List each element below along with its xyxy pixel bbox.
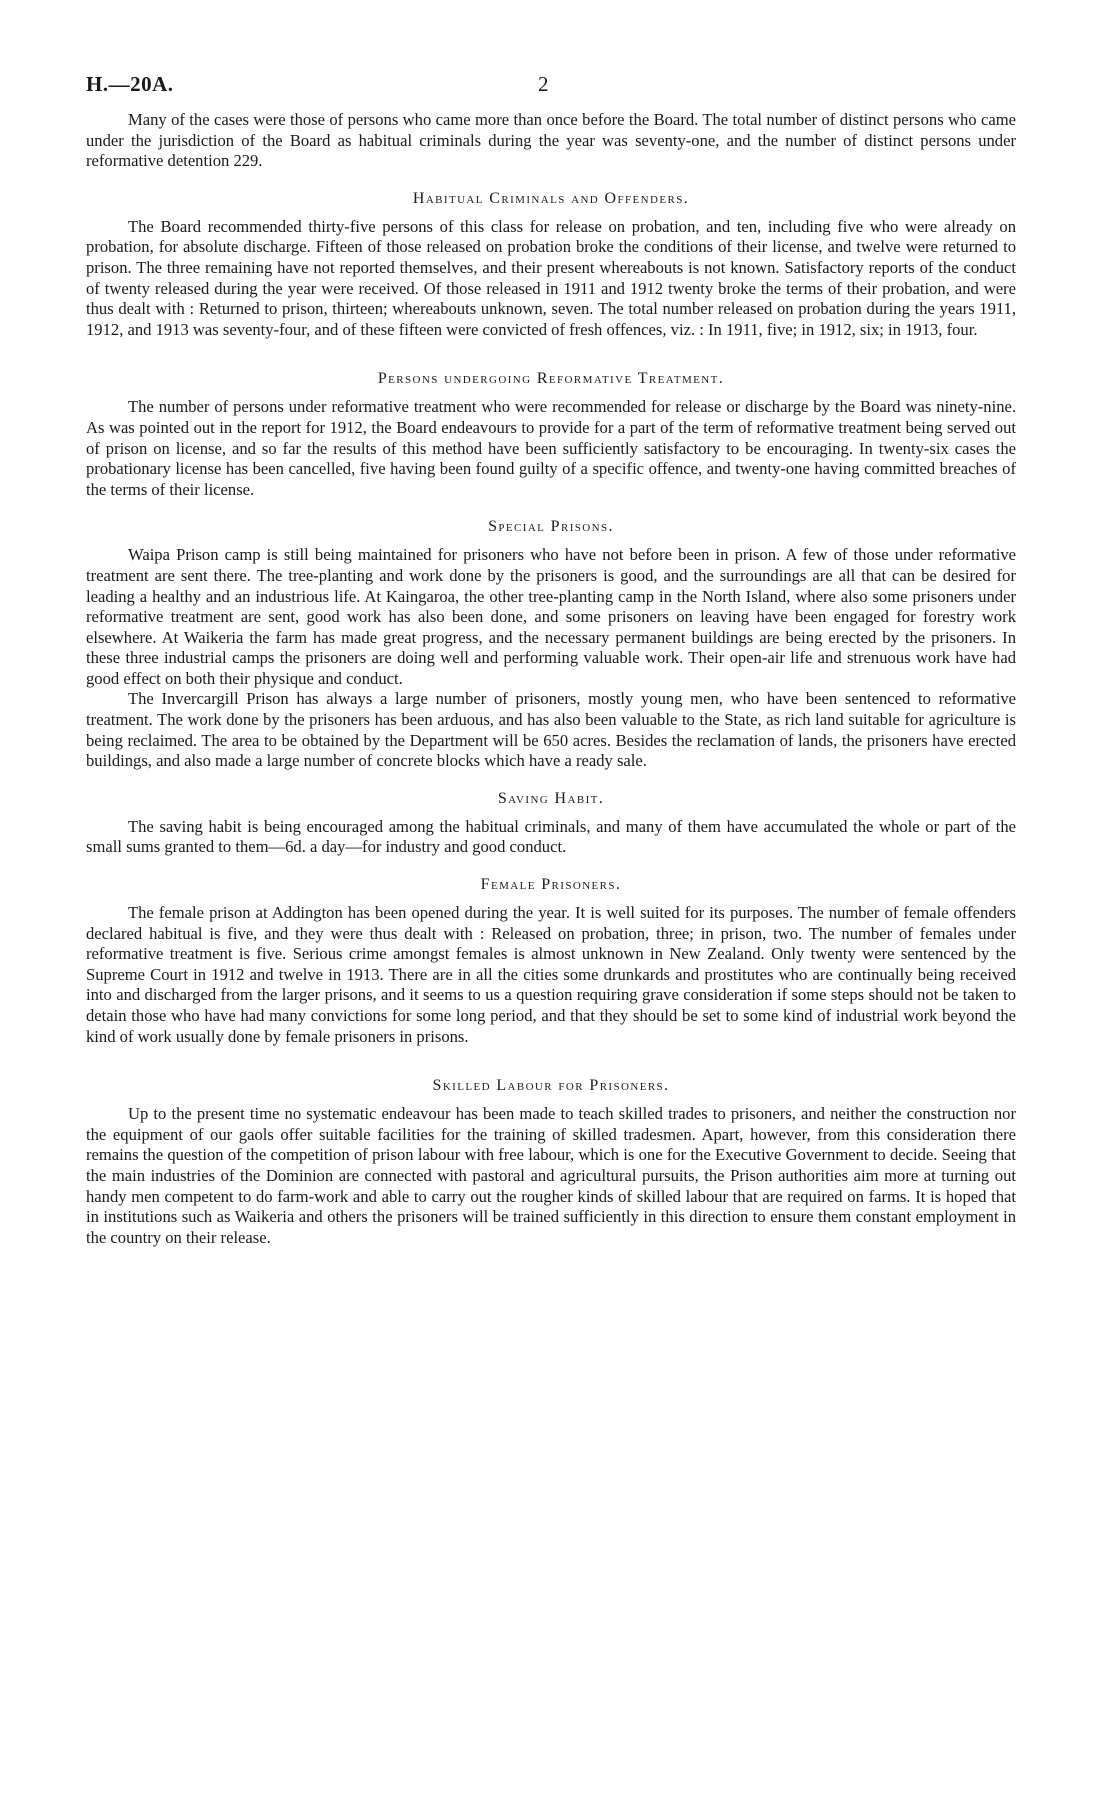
section-special-prisons xyxy=(86,518,1016,772)
section-continuation xyxy=(86,110,1016,172)
section-heading: Skilled Labour for Prisoners. xyxy=(432,1077,670,1095)
section-skilled-labour xyxy=(86,1077,1016,1248)
section-heading: Habitual Criminals and Offenders. xyxy=(412,189,690,207)
document-reference: H.—20A. xyxy=(86,72,174,96)
paragraph: Waipa Prison camp is still being maintained for prisoners who have not before been in prison. A few of those under reformative treatment are sent there. The tree-planting and work done by the prisoners is good, and the surroundings are all that can be desired for leading a healthy and an industrious life. At Kaingaroa, the other tree-planting camp in the North Island, where also some prisoners under reformative treatment are sent, good work has also been done, and some prisoners on leaving have been engaged for forestry work elsewhere. At Waikeria the farm has made great progress, and the necessary permanent buildings are being erected by the prisoners. In these three industrial camps the prisoners are doing well and performing valuable work. Their open-air life and strenuous work have had good effect on both their physique and conduct. xyxy=(86,545,1016,688)
paragraph: The female prison at Addington has been opened during the year. It is well suited for its purposes. The number of female offenders declared habitual is five, and they were thus dealt with : Released on probation, three; in prison, two. The number of females under reformative treatment is five. Serious crime amongst females is almost unknown in New Zealand. Only twenty were sentenced by the Supreme Court in 1912 and twelve in 1913. There are in all the cities some drunkards and prostitutes who are continually being received into and discharged from the larger prisons, and it seems to us a question requiring grave consideration if some steps should not be taken to detain those who have had many convictions for some long period, and that they should be set to some kind of industrial work beyond the kind of work usually done by female prisoners in prisons. xyxy=(86,903,1016,1046)
running-header xyxy=(86,70,1016,110)
section-female-prisoners xyxy=(86,876,1016,1047)
paragraph: The Board recommended thirty-five persons of this class for release on probation, and ten, including five who were already on probation, for absolute discharge. Fifteen of those released on probation broke the conditions of their license, and twelve were returned to prison. The three remaining have not reported themselves, and their present whereabouts is not known. Satisfactory reports of the conduct of twenty released during the year were received. Of those released in 1911 and 1912 twenty broke the terms of their probation, and were thus dealt with : Returned to prison, thirteen; whereabouts unknown, seven. The total number released on probation during the years 1911, 1912, and 1913 was seventy-four, and of these fifteen were convicted of fresh offences, viz. : In 1911, five; in 1912, six; in 1913, four. xyxy=(86,216,1016,339)
paragraph: Up to the present time no systematic endeavour has been made to teach skilled trades to prisoners, and neither the construction nor the equipment of our gaols offer suitable facilities for the training of skilled tradesmen. Apart, however, from this consideration there remains the question of the competition of prison labour with free labour, which is one for the Executive Government to decide. Seeing that the main industries of the Dominion are connected with pastoral and agricultural pursuits, the Prison authorities aim more at turning out handy men competent to do farm-work and able to carry out the rougher kinds of skilled labour that are required on farms. It is hoped that in institutions such as Waikeria and others the prisoners will be trained sufficiently in this direction to ensure them constant employment in the country on their release. xyxy=(86,1104,1016,1247)
document-page xyxy=(86,70,1016,1248)
paragraph: Many of the cases were those of persons who came more than once before the Board. The total number of distinct persons who came under the jurisdiction of the Board as habitual criminals during the year was seventy-one, and the number of distinct persons under reformative detention 229. xyxy=(86,110,1016,171)
section-heading: Special Prisons. xyxy=(488,518,614,536)
section-habitual-criminals xyxy=(86,190,1016,341)
section-reformative-treatment xyxy=(86,370,1016,500)
page-number: 2 xyxy=(538,72,549,96)
paragraph: The saving habit is being encouraged among the habitual criminals, and many of them have accumulated the whole or part of the small sums granted to them—6d. a day—for industry and good conduct. xyxy=(86,816,1016,857)
paragraph: The number of persons under reformative treatment who were recommended for release or discharge by the Board was ninety-nine. As was pointed out in the report for 1912, the Board endeavours to provide for a part of the term of reformative treatment being served out of prison on license, and so far the results of this method have been sufficiently satisfactory to be encouraging. In twenty-six cases the probationary license has been cancelled, five having been found guilty of a specific offence, and twenty-one having committed breaches of the terms of their license. xyxy=(86,397,1016,499)
section-heading: Female Prisoners. xyxy=(480,876,622,894)
section-saving-habit xyxy=(86,790,1016,858)
section-heading: Saving Habit. xyxy=(497,789,605,807)
paragraph: The Invercargill Prison has always a large number of prisoners, mostly young men, who have been sentenced to reformative treatment. The work done by the prisoners has been arduous, and has also been valuable to the State, as rich land suitable for agriculture is being reclaimed. The area to be obtained by the Department will be 650 acres. Besides the reclamation of lands, the prisoners have erected buildings, and also made a large number of concrete blocks which have a ready sale. xyxy=(86,689,1016,771)
section-heading: Persons undergoing Reformative Treatment. xyxy=(377,370,725,388)
